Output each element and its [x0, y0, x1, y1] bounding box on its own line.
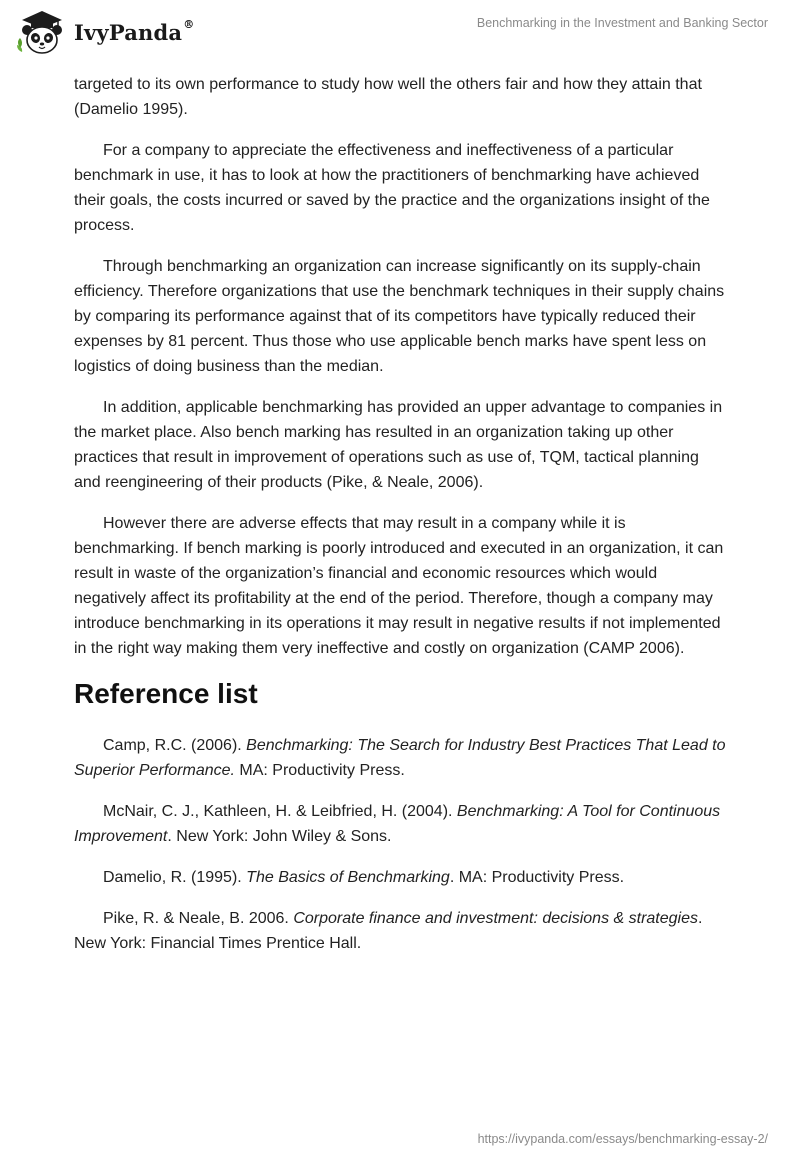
reference-item: McNair, C. J., Kathleen, H. & Leibfried, H. (2004). Benchmarking: A Tool for Continuous Improvement. New York: John Wiley & Sons. [74, 803, 721, 845]
paragraph: targeted to its own performance to study how well the others fair and how they attain that (Damelio 1995). [74, 76, 702, 118]
panda-graduate-icon [14, 8, 70, 56]
ivypanda-logo[interactable] [14, 6, 194, 58]
reference-item: Pike, R. & Neale, B. 2006. Corporate finance and investment: decisions & strategies. New York: Financial Times Prentice Hall. [74, 910, 703, 952]
source-url[interactable]: https://ivypanda.com/essays/benchmarking-essay-2/ [477, 1132, 768, 1146]
reference-item: Damelio, R. (1995). The Basics of Benchmarking. MA: Productivity Press. [103, 869, 625, 886]
paragraph: For a company to appreciate the effectiveness and ineffectiveness of a particular benchmark in use, it has to look at how the practitioners of benchmarking have achieved their goals, the costs incurred or saved by the practice and the organizations insight of the process. [74, 142, 710, 234]
document-title: Benchmarking in the Investment and Banking Sector [476, 16, 768, 30]
reference-item: Camp, R.C. (2006). Benchmarking: The Search for Industry Best Practices That Lead to Superior Performance. MA: Productivity Press. [74, 737, 726, 779]
essay-content [74, 72, 726, 972]
brand-name: IvyPanda® [74, 17, 195, 45]
paragraph: In addition, applicable benchmarking has provided an upper advantage to companies in the market place. Also bench marking has resulted in an organization taking up other practices that result in improvement of operations such as use of, TQM, tactical planning and reengineering of their products (Pike, & Neale, 2006). [74, 399, 723, 491]
page-header [0, 0, 800, 64]
paragraph: Through benchmarking an organization can increase significantly on its supply-chain efficiency. Therefore organizations that use the benchmark techniques in their supply chains by comparing its performance against that of its competitors have typically reduced their expenses by 81 percent. Thus those who use applicable bench marks have spent less on logistics of doing business than the median. [74, 258, 725, 375]
reference-list-heading: Reference list [74, 678, 258, 709]
paragraph: However there are adverse effects that may result in a company while it is benchmarking. If bench marking is poorly introduced and executed in an organization, it can result in waste of the organization’s financial and economic resources which would negatively affect its profitability at the end of the period. Therefore, though a company may introduce benchmarking in its operations it may result in negative results if not implemented in the right way making them very ineffective and costly on organization (CAMP 2006). [74, 515, 724, 657]
